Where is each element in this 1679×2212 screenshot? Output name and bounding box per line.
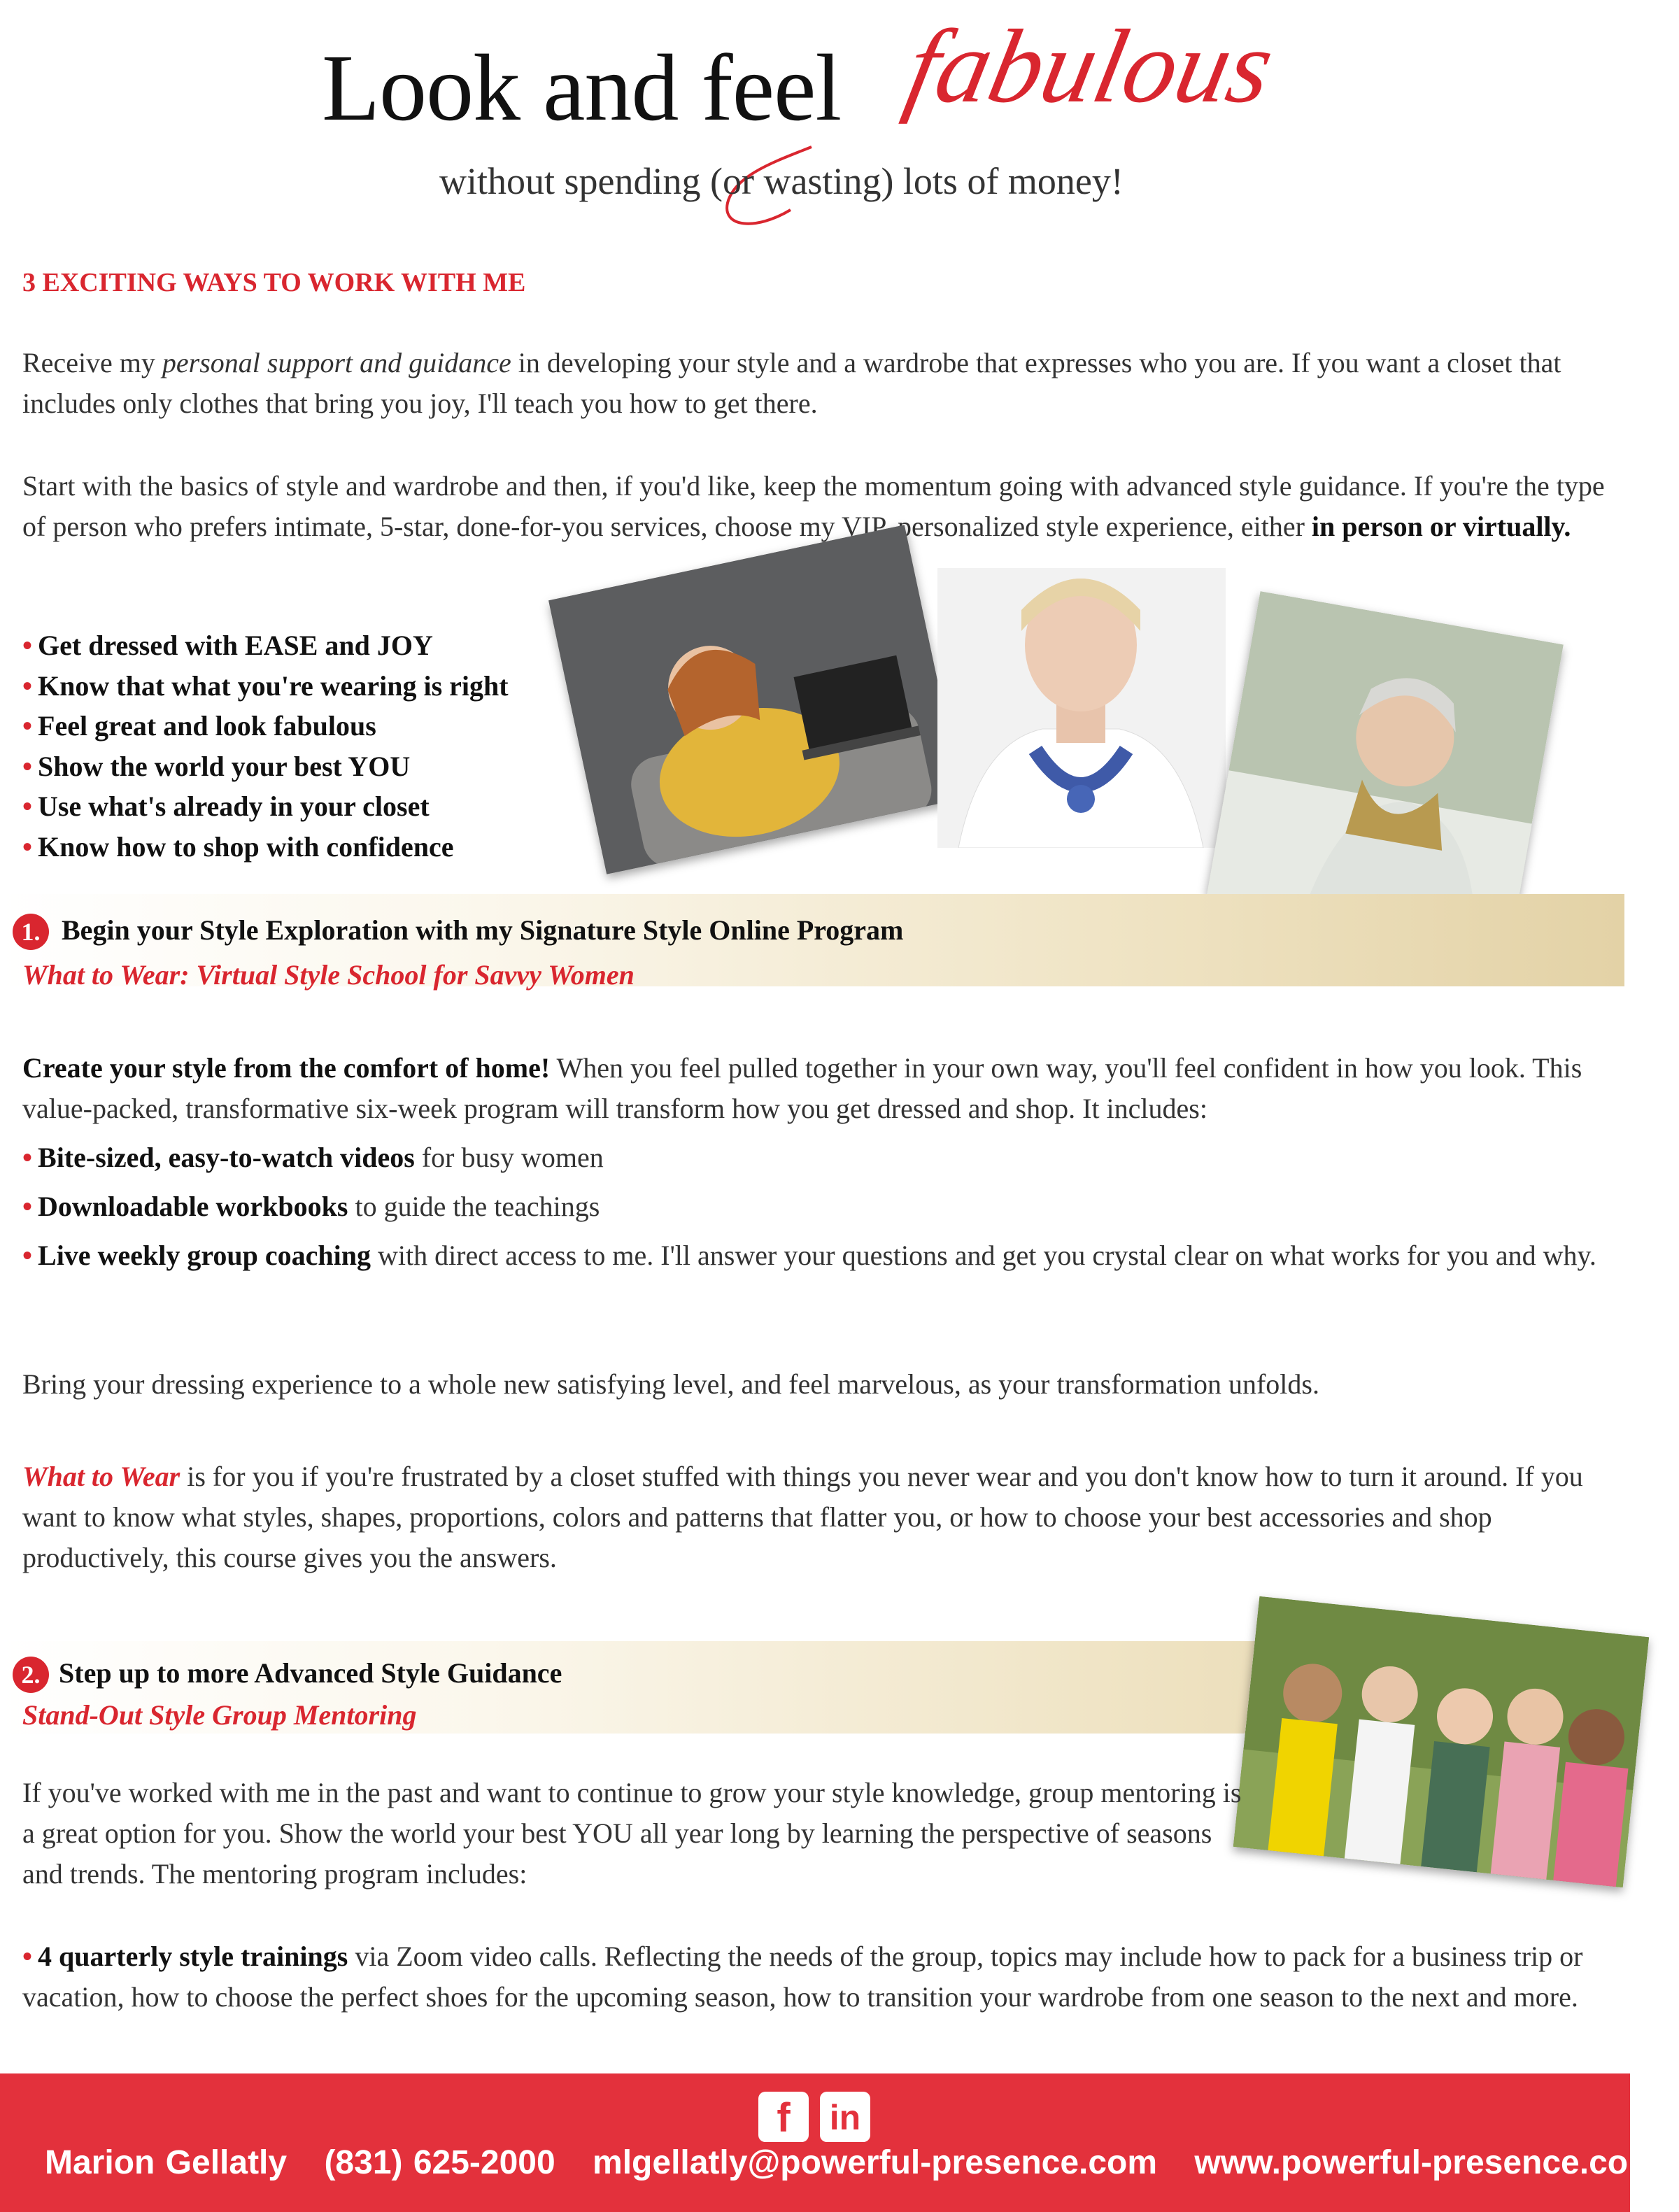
title-script-word: fabulous (897, 8, 1284, 125)
list-item: • Use what's already in your closet (22, 790, 430, 822)
footer-email[interactable]: mlgellatly@powerful-presence.com (593, 2144, 1158, 2181)
section-1-number: 1. (13, 914, 49, 950)
woman-laptop-illustration (548, 525, 963, 874)
photo-woman-necklace (937, 568, 1226, 848)
list-item: • Get dressed with EASE and JOY (22, 630, 433, 661)
section-2-item: • 4 quarterly style trainings via Zoom video calls. Reflecting the needs of the group, topics may include how to pack for a business trip or vacation, how to choose the perfect shoes for the upcoming season, how to transition your wardrobe from one season to the next and more. (22, 1941, 1583, 2013)
section-1-what-to-wear: What to Wear is for you if you're frustrated by a closet stuffed with things you never wear and you don't know how to turn it around. If you want to know what styles, shapes, proportions, colors and patterns that flatter you, or how to choose your best accessories and shop productively, this course gives you the answers. (22, 1461, 1583, 1573)
section-1-subtitle: What to Wear: Virtual Style School for Savvy Women (22, 959, 635, 991)
contact-footer (0, 2073, 1630, 2212)
list-item: • Know how to shop with confidence (22, 830, 454, 863)
list-item: • Feel great and look fabulous (22, 710, 376, 742)
footer-website[interactable]: www.powerful-presence.com (1194, 2144, 1658, 2181)
page-title: Look and feel (322, 36, 842, 141)
section-heading: 3 EXCITING WAYS TO WORK WITH ME (22, 268, 526, 297)
photo-woman-laptop (548, 525, 963, 874)
footer-name: Marion Gellatly (45, 2144, 288, 2181)
section-2-subtitle: Stand-Out Style Group Mentoring (22, 1699, 417, 1731)
section-1-lead: Create your style from the comfort of home! When you feel pulled together in your own way, you'll feel confident in how you look. This value-packed, transformative six-week program will transform how you get dressed and shop. It includes: (22, 1052, 1582, 1124)
footer-phone[interactable]: (831) 625-2000 (324, 2144, 555, 2181)
section-1-item: • Live weekly group coaching with direct access to me. I'll answer your questions and get you crystal clear on what works for you and why. (22, 1240, 1596, 1271)
benefits-list (22, 625, 509, 867)
list-item: • Show the world your best YOU (22, 750, 411, 782)
woman-necklace-illustration (937, 568, 1226, 848)
section-1-closing: Bring your dressing experience to a whole new satisfying level, and feel marvelous, as your transformation unfolds. (22, 1368, 1319, 1400)
section-1-item: • Downloadable workbooks to guide the teachings (22, 1191, 600, 1222)
group-women-illustration (1233, 1596, 1650, 1888)
section-1-item: • Bite-sized, easy-to-watch videos for busy women (22, 1142, 604, 1173)
linkedin-icon[interactable]: in (820, 2092, 870, 2142)
photo-group-women (1233, 1596, 1650, 1888)
section-2-number: 2. (13, 1657, 49, 1693)
list-item: • Know that what you're wearing is right (22, 669, 509, 702)
section-2-body: If you've worked with me in the past and want to continue to grow your style knowledge, group mentoring is a great option for you. Show the world your best YOU all year long by learning the perspective of seasons and trends. The mentoring program includes: (22, 1777, 1242, 1890)
intro-paragraph-1: Receive my personal support and guidance in developing your style and a wardrobe that expresses who you are. If you want a closet that includes only clothes that bring you joy, I'll teach you how to get there. (22, 347, 1561, 419)
footer-contact-line (45, 2143, 1679, 2182)
facebook-icon[interactable]: f (758, 2092, 809, 2142)
section-1-title: Begin your Style Exploration with my Signature Style Online Program (62, 914, 904, 946)
page-subtitle: without spending (or wasting) lots of money! (439, 160, 1124, 202)
section-2-title: Step up to more Advanced Style Guidance (59, 1657, 562, 1689)
intro-paragraph-2: Start with the basics of style and wardrobe and then, if you'd like, keep the momentum going with advanced style guidance. If you're the type of person who prefers intimate, 5-star, done-for-you services, choose my VIP, personalized style experience, either in person or virtually. (22, 470, 1605, 542)
